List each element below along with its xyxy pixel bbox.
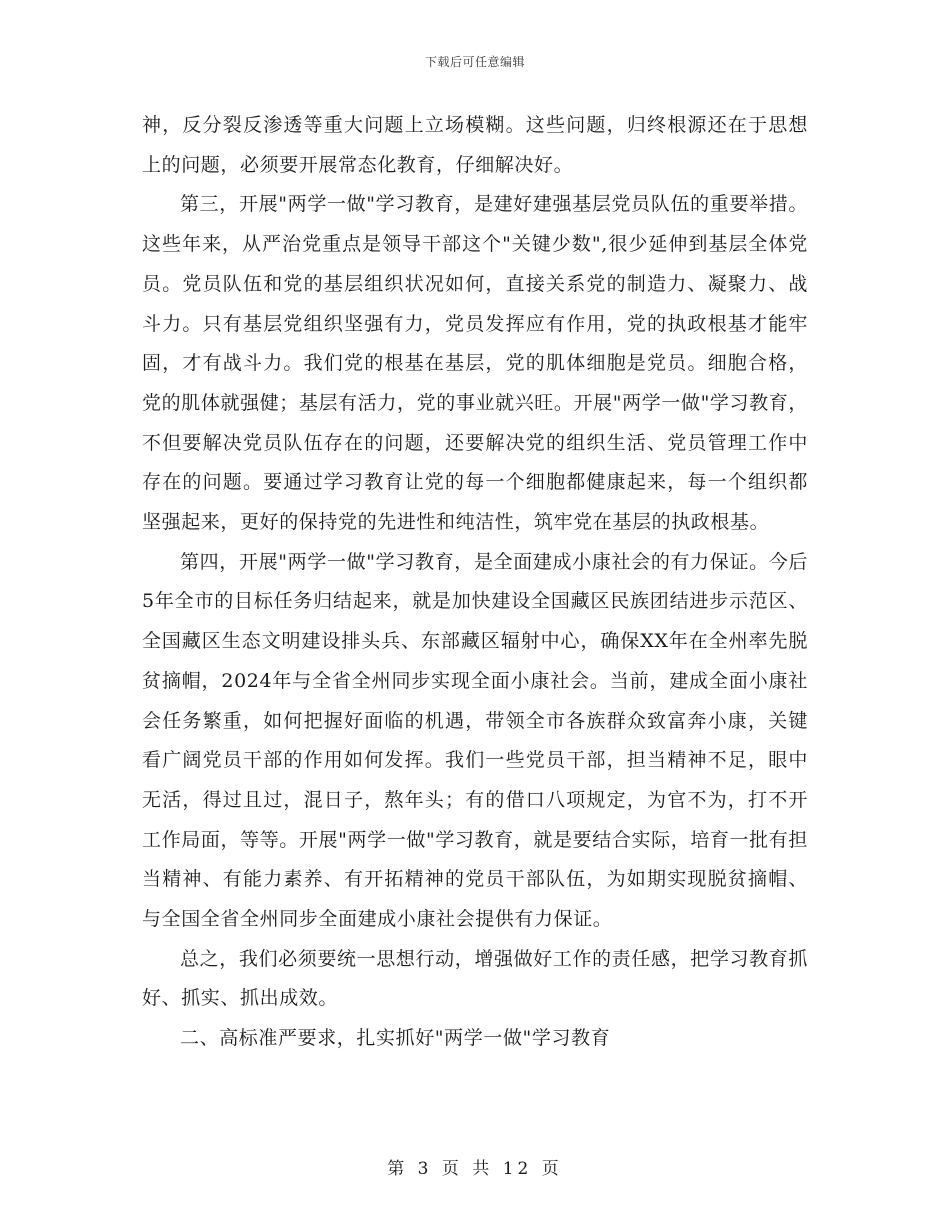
section-heading-two: 二、高标准严要求，扎实抓好"两学一做"学习教育	[180, 1027, 611, 1050]
page-header: 下载后可任意编辑	[424, 55, 525, 69]
document-body	[142, 106, 808, 1059]
paragraph-continuation: 神，反分裂反渗透等重大问题上立场模糊。这些问题，归终根源还在于思想上的问题，必须要开展常态化教育，仔细解决好。	[142, 114, 808, 176]
page-number-footer: 第 3 页 共 12 页	[387, 1159, 563, 1179]
paragraph-fourth-point: 第四，开展"两学一做"学习教育，是全面建成小康社会的有力保证。今后5年全市的目标任务归结起来，就是加快建设全国藏区民族团结进步示范区、全国藏区生态文明建设排头兵、东部藏区辐射中心，确保XX年在全州率先脱贫摘帽，2024年与全省全州同步实现全面小康社会。当前，建成全面小康社会任务繁重，如何把握好面临的机遇，带领全市各族群众致富奔小康，关键看广阔党员干部的作用如何发挥。我们一些党员干部，担当精神不足，眼中无活，得过且过，混日子，熬年头；有的借口八项规定，为官不为，打不开工作局面，等等。开展"两学一做"学习教育，就是要结合实际，培育一批有担当精神、有能力素养、有开拓精神的党员干部队伍，为如期实现脱贫摘帽、与全国全省全州同步全面建成小康社会提供有力保证。	[142, 550, 808, 931]
paragraph-third-point: 第三，开展"两学一做"学习教育，是建好建强基层党员队伍的重要举措。这些年来，从严治党重点是领导干部这个"关键少数",很少延伸到基层全体党员。党员队伍和党的基层组织状况如何，直接关系党的制造力、凝聚力、战斗力。只有基层党组织坚强有力，党员发挥应有作用，党的执政根基才能牢固，才有战斗力。我们党的根基在基层，党的肌体细胞是党员。细胞合格，党的肌体就强健；基层有活力，党的事业就兴旺。开展"两学一做"学习教育，不但要解决党员队伍存在的问题，还要解决党的组织生活、党员管理工作中存在的问题。要通过学习教育让党的每一个细胞都健康起来，每一个组织都坚强起来，更好的保持党的先进性和纯洁性，筑牢党在基层的执政根基。	[142, 193, 808, 534]
paragraph-summary: 总之，我们必须要统一思想行动，增强做好工作的责任感，把学习教育抓好、抓实、抓出成效。	[142, 947, 808, 1010]
